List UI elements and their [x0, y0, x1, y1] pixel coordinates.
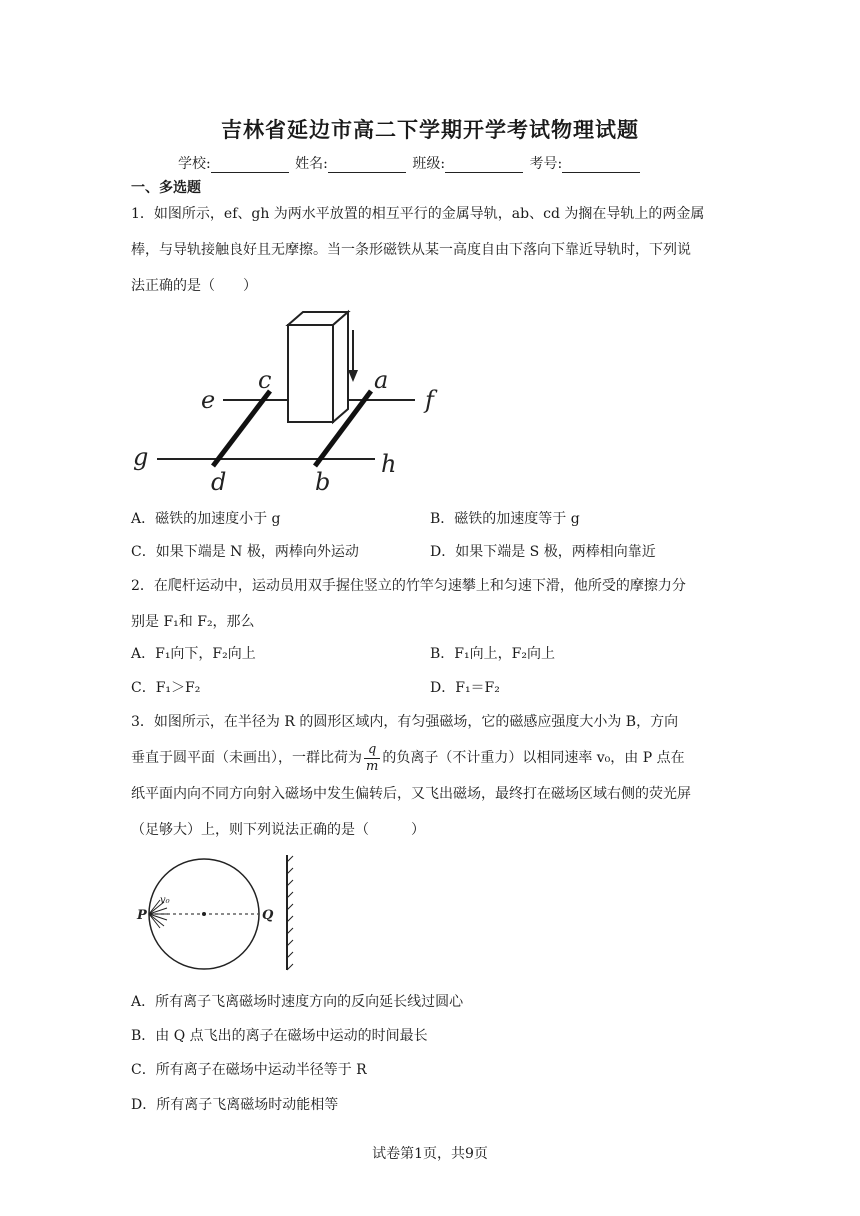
q2-line1: 2．在爬杆运动中，运动员用双手握住竖立的竹竿匀速攀上和匀速下滑，他所受的摩擦力分: [131, 578, 686, 594]
q3-option-c[interactable]: C．所有离子在磁场中运动半径等于 R: [131, 1062, 367, 1078]
q2-option-b[interactable]: B．F₁向上，F₂向上: [430, 646, 555, 662]
q1-option-a[interactable]: A．磁铁的加速度小于 g: [131, 511, 281, 527]
student-info-line: [178, 153, 642, 173]
q1-option-c[interactable]: C．如果下端是 N 极，两棒向外运动: [131, 544, 359, 560]
center-dot: [202, 912, 206, 916]
q3-option-a[interactable]: A．所有离子飞离磁场时速度方向的反向延长线过圆心: [131, 994, 464, 1010]
question-1-text: [131, 196, 731, 304]
q3-line4: （足够大）上，则下列说法正确的是（ ）: [131, 822, 425, 838]
q1-rail-magnet-figure: [125, 300, 455, 505]
rod-cd: [213, 391, 270, 466]
label-h: h: [381, 450, 397, 478]
q2-line2: 别是 F₁和 F₂，那么: [131, 614, 255, 630]
question-2-text: [131, 568, 731, 640]
exam-no-blank[interactable]: [562, 158, 640, 173]
q2-option-c[interactable]: C．F₁＞F₂: [131, 680, 201, 696]
q2-option-d[interactable]: D．F₁＝F₂: [430, 680, 500, 696]
label-c: c: [258, 366, 272, 394]
q3-line3: 纸平面内向不同方向射入磁场中发生偏转后，又飞出磁场，最终打在磁场区域右侧的荧光屏: [131, 786, 691, 802]
label-g: g: [133, 443, 149, 471]
q3-circle-field-figure: [132, 850, 302, 975]
q3-line1: 3．如图所示，在半径为 R 的圆形区域内，有匀强磁场，它的磁感应强度大小为 B，方向: [131, 714, 679, 730]
label-b: b: [315, 468, 331, 496]
magnet-side: [333, 312, 348, 422]
label-d: d: [211, 468, 227, 496]
q1-line1: 1．如图所示，ef、gh 为两水平放置的相互平行的金属导轨，ab、cd 为搁在导轨上的两金属: [131, 206, 705, 222]
school-label: 学校:: [178, 156, 211, 172]
q1-option-d[interactable]: D．如果下端是 S 极，两棒相向靠近: [430, 544, 656, 560]
q1-line2: 棒，与导轨接触良好且无摩擦。当一条形磁铁从某一高度自由下落向下靠近导轨时，下列说: [131, 242, 691, 258]
q2-option-a[interactable]: A．F₁向下，F₂向上: [131, 646, 256, 662]
page-footer: 试卷第1页，共9页: [372, 1146, 488, 1162]
school-blank[interactable]: [211, 158, 289, 173]
section-heading: 一、多选题: [131, 180, 201, 196]
question-3-text: [131, 704, 731, 848]
class-label: 班级:: [412, 156, 446, 172]
q3-option-b[interactable]: B．由 Q 点飞出的离子在磁场中运动的时间最长: [131, 1028, 428, 1044]
page-title: 吉林省延边市高二下学期开学考试物理试题: [221, 118, 639, 142]
label-a: a: [374, 366, 389, 394]
class-blank[interactable]: [445, 158, 523, 173]
name-blank[interactable]: [328, 158, 406, 173]
q3-line2: 垂直于圆平面（未画出），一群比荷为 $\frac{q}{m}$ 的负离子（不计重力）以相同速率 v₀，由 P 点在: [131, 741, 685, 774]
q3-option-d[interactable]: D．所有离子飞离磁场时动能相等: [131, 1097, 339, 1113]
fall-arrow-icon: [348, 370, 358, 382]
label-v0: v₀: [160, 895, 170, 906]
label-f: f: [425, 386, 434, 414]
exam-no-label: 考号:: [529, 156, 563, 172]
q1-line3: 法正确的是（ ）: [131, 278, 257, 294]
label-q: Q: [262, 908, 274, 923]
label-e: e: [201, 386, 216, 414]
charge-mass-fraction: $\frac{q}{m}$: [366, 741, 379, 774]
magnet: [288, 325, 333, 422]
name-label: 姓名:: [295, 156, 328, 172]
label-p: P: [137, 908, 147, 923]
q1-option-b[interactable]: B．磁铁的加速度等于 g: [430, 511, 580, 527]
